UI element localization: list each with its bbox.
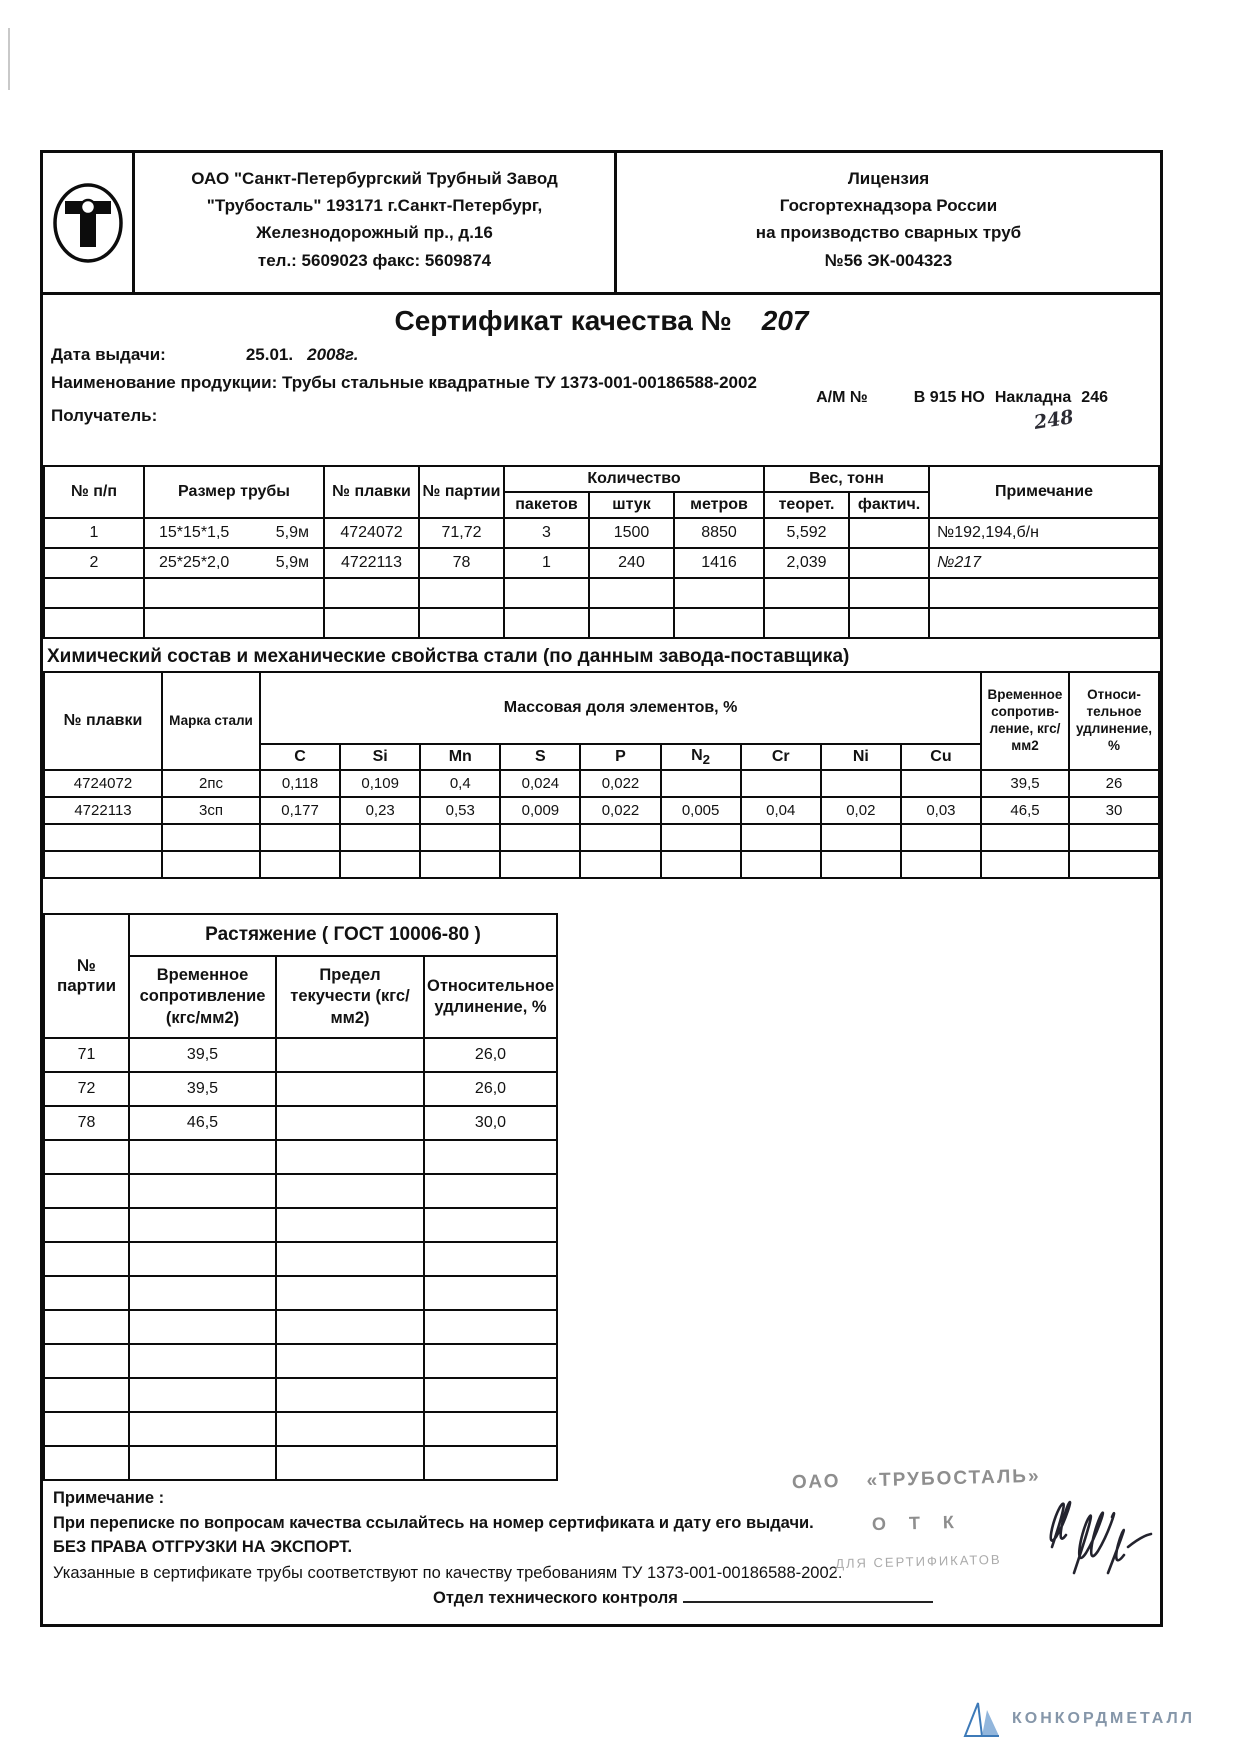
cell-batch-number: 78 bbox=[419, 548, 504, 578]
cell-yield bbox=[276, 1106, 424, 1140]
empty-cell bbox=[420, 851, 500, 878]
empty-cell bbox=[129, 1344, 276, 1378]
empty-cell bbox=[44, 1276, 129, 1310]
product-name-line: Наименование продукции: Трубы стальные квадратные ТУ 1373-001-00186588-2002 bbox=[51, 373, 757, 392]
empty-cell bbox=[129, 1174, 276, 1208]
note-compliance: Указанные в сертификате трубы соответствуют по качеству требованиям ТУ 1373-001-00186588-2002. bbox=[53, 1564, 843, 1582]
quality-dept-label: Отдел технического контроля bbox=[433, 1589, 678, 1607]
certificate-meta bbox=[43, 345, 1160, 465]
license-line-1: Лицензия bbox=[847, 169, 930, 188]
empty-row bbox=[44, 608, 1159, 638]
cell-cu bbox=[901, 770, 981, 797]
cell-n2 bbox=[661, 770, 741, 797]
empty-cell bbox=[44, 1378, 129, 1412]
empty-cell bbox=[424, 1140, 557, 1174]
cell-meters: 8850 bbox=[674, 518, 764, 548]
cell-batch-number: 71,72 bbox=[419, 518, 504, 548]
empty-cell bbox=[44, 1344, 129, 1378]
cell-ni: 0,02 bbox=[821, 797, 901, 824]
empty-cell bbox=[849, 608, 929, 638]
empty-cell bbox=[44, 1208, 129, 1242]
pipe-size-value: 15*15*1,5 bbox=[159, 524, 230, 541]
empty-cell bbox=[260, 851, 340, 878]
products-table bbox=[43, 465, 1160, 639]
issue-date-line bbox=[51, 345, 1152, 365]
handwritten-signature bbox=[1016, 1477, 1156, 1602]
empty-cell bbox=[324, 578, 419, 608]
certificate-footer bbox=[43, 1465, 1160, 1624]
empty-cell bbox=[44, 1310, 129, 1344]
stamp-otk: О Т К bbox=[872, 1511, 964, 1535]
cell-weight-theoretical: 2,039 bbox=[764, 548, 849, 578]
company-line-2: "Трубосталь" 193171 г.Санкт-Петербург, bbox=[206, 196, 543, 216]
empty-row bbox=[44, 1174, 557, 1208]
col-header-elongation: Относительное удлинение, % bbox=[1069, 672, 1159, 770]
stamp-for-certificates: ДЛЯ СЕРТИФИКАТОВ bbox=[835, 1551, 1003, 1572]
empty-cell bbox=[764, 578, 849, 608]
cell-heat-number: 4724072 bbox=[44, 770, 162, 797]
certificate-document bbox=[40, 150, 1163, 1627]
empty-cell bbox=[424, 1446, 557, 1480]
vehicle-invoice-block bbox=[816, 389, 1108, 434]
empty-cell bbox=[741, 851, 821, 878]
element-subscript: 2 bbox=[702, 752, 711, 768]
empty-cell bbox=[661, 824, 741, 851]
col-header-note: Примечание bbox=[929, 466, 1159, 518]
stamp-name: «ТРУБОСТАЛЬ» bbox=[866, 1465, 1042, 1492]
empty-cell bbox=[424, 1310, 557, 1344]
empty-cell bbox=[162, 824, 260, 851]
empty-cell bbox=[821, 824, 901, 851]
vehicle-invoice-line bbox=[816, 389, 1108, 407]
cell-batch: 78 bbox=[44, 1106, 129, 1140]
col-header-elongation: Относительное удлинение, % bbox=[424, 956, 557, 1038]
empty-cell bbox=[44, 1242, 129, 1276]
empty-cell bbox=[420, 824, 500, 851]
cell-p: 0,022 bbox=[580, 797, 660, 824]
col-header-mass-fraction: Массовая доля элементов, % bbox=[260, 672, 981, 744]
cell-note: №217 bbox=[929, 548, 1159, 578]
col-header-weight-group: Вес, тонн bbox=[764, 466, 929, 492]
empty-cell bbox=[340, 851, 420, 878]
empty-cell bbox=[424, 1208, 557, 1242]
cell-cr: 0,04 bbox=[741, 797, 821, 824]
cell-row-number: 2 bbox=[44, 548, 144, 578]
tension-table bbox=[43, 913, 558, 1481]
cell-pieces: 1500 bbox=[589, 518, 674, 548]
invoice-number: 246 bbox=[1081, 389, 1108, 406]
cell-mn: 0,53 bbox=[420, 797, 500, 824]
col-header-steel-grade: Марка стали bbox=[162, 672, 260, 770]
cell-elongation: 26 bbox=[1069, 770, 1159, 797]
empty-cell bbox=[276, 1446, 424, 1480]
cell-heat-number: 4722113 bbox=[44, 797, 162, 824]
empty-cell bbox=[589, 578, 674, 608]
cell-elongation: 30 bbox=[1069, 797, 1159, 824]
cell-strength: 39,5 bbox=[129, 1072, 276, 1106]
company-info bbox=[135, 153, 617, 292]
issue-date-label: Дата выдачи: bbox=[51, 345, 166, 364]
cell-tensile-strength: 39,5 bbox=[981, 770, 1069, 797]
col-header-packs: пакетов bbox=[504, 492, 589, 518]
empty-cell bbox=[1069, 851, 1159, 878]
cell-strength: 39,5 bbox=[129, 1038, 276, 1072]
cell-si: 0,109 bbox=[340, 770, 420, 797]
brand-watermark bbox=[962, 1700, 1195, 1738]
certificate-title bbox=[43, 295, 1160, 339]
empty-cell bbox=[144, 608, 324, 638]
cell-tensile-strength: 46,5 bbox=[981, 797, 1069, 824]
tension-row-3 bbox=[44, 1106, 557, 1140]
cell-pipe-size bbox=[144, 518, 324, 548]
cell-s: 0,009 bbox=[500, 797, 580, 824]
factory-logo bbox=[43, 153, 135, 292]
col-header-heat-number: № плавки bbox=[44, 672, 162, 770]
col-header-pipe-size: Размер трубы bbox=[144, 466, 324, 518]
scan-artifact-line bbox=[8, 28, 10, 90]
cell-weight-actual bbox=[849, 518, 929, 548]
cell-batch: 72 bbox=[44, 1072, 129, 1106]
empty-cell bbox=[1069, 824, 1159, 851]
empty-cell bbox=[929, 608, 1159, 638]
cell-mn: 0,4 bbox=[420, 770, 500, 797]
cell-packs: 3 bbox=[504, 518, 589, 548]
element-symbol: N bbox=[691, 746, 703, 764]
element-header-c: C bbox=[260, 744, 340, 770]
empty-cell bbox=[129, 1242, 276, 1276]
document-header bbox=[43, 153, 1160, 295]
empty-row bbox=[44, 851, 1159, 878]
empty-row bbox=[44, 824, 1159, 851]
license-line-4: №56 ЭК-004323 bbox=[824, 250, 953, 270]
empty-cell bbox=[981, 851, 1069, 878]
empty-cell bbox=[340, 824, 420, 851]
empty-cell bbox=[276, 1276, 424, 1310]
empty-cell bbox=[276, 1242, 424, 1276]
cell-weight-theoretical: 5,592 bbox=[764, 518, 849, 548]
col-header-quantity-group: Количество bbox=[504, 466, 764, 492]
chemistry-section-title: Химический состав и механические свойства стали (по данным завода-поставщика) bbox=[47, 646, 850, 667]
empty-cell bbox=[424, 1174, 557, 1208]
invoice-label: Накладна bbox=[994, 389, 1072, 406]
vehicle-number-value: В 915 НО bbox=[913, 389, 985, 406]
vehicle-number-label: А/М № bbox=[816, 389, 868, 406]
tension-row-1 bbox=[44, 1038, 557, 1072]
chemistry-row-1 bbox=[44, 770, 1159, 797]
tension-row-2 bbox=[44, 1072, 557, 1106]
cell-n2: 0,005 bbox=[661, 797, 741, 824]
cell-p: 0,022 bbox=[580, 770, 660, 797]
empty-cell bbox=[129, 1446, 276, 1480]
empty-cell bbox=[821, 851, 901, 878]
cell-heat-number: 4724072 bbox=[324, 518, 419, 548]
product-row-2 bbox=[44, 548, 1159, 578]
empty-row bbox=[44, 1310, 557, 1344]
cell-yield bbox=[276, 1038, 424, 1072]
empty-cell bbox=[44, 824, 162, 851]
col-header-pieces: штук bbox=[589, 492, 674, 518]
empty-cell bbox=[424, 1378, 557, 1412]
empty-cell bbox=[419, 578, 504, 608]
empty-cell bbox=[424, 1344, 557, 1378]
empty-cell bbox=[901, 851, 981, 878]
empty-cell bbox=[129, 1140, 276, 1174]
empty-row bbox=[44, 578, 1159, 608]
empty-row bbox=[44, 1412, 557, 1446]
empty-cell bbox=[500, 824, 580, 851]
empty-cell bbox=[764, 608, 849, 638]
empty-cell bbox=[500, 851, 580, 878]
empty-cell bbox=[129, 1276, 276, 1310]
empty-cell bbox=[276, 1310, 424, 1344]
cell-s: 0,024 bbox=[500, 770, 580, 797]
issue-date-value: 25.01. bbox=[245, 345, 294, 364]
cell-meters: 1416 bbox=[674, 548, 764, 578]
cell-pieces: 240 bbox=[589, 548, 674, 578]
element-header-n2 bbox=[661, 744, 741, 770]
stamp-org: ОАО bbox=[792, 1470, 842, 1494]
empty-cell bbox=[276, 1412, 424, 1446]
empty-cell bbox=[419, 608, 504, 638]
brand-name: КОНКОРДМЕТАЛЛ bbox=[1011, 1710, 1195, 1727]
col-header-actual: фактич. bbox=[849, 492, 929, 518]
element-header-si: Si bbox=[340, 744, 420, 770]
col-header-theoretical: теорет. bbox=[764, 492, 849, 518]
pipe-length-value: 5,9м bbox=[275, 524, 309, 541]
empty-cell bbox=[324, 608, 419, 638]
empty-row bbox=[44, 1446, 557, 1480]
empty-cell bbox=[260, 824, 340, 851]
product-row-1 bbox=[44, 518, 1159, 548]
quality-dept-line bbox=[53, 1589, 1150, 1608]
empty-cell bbox=[44, 1174, 129, 1208]
license-info bbox=[617, 153, 1160, 292]
empty-cell bbox=[424, 1412, 557, 1446]
empty-cell bbox=[589, 608, 674, 638]
empty-row bbox=[44, 1378, 557, 1412]
recipient-label: Получатель: bbox=[51, 406, 158, 425]
col-header-yield-strength: Предел текучести (кгс/мм2) bbox=[276, 956, 424, 1038]
issue-date-year: 2008г. bbox=[307, 345, 359, 364]
cell-si: 0,23 bbox=[340, 797, 420, 824]
pipe-length-value: 5,9м bbox=[275, 554, 309, 571]
cell-weight-actual bbox=[849, 548, 929, 578]
chemistry-row-2 bbox=[44, 797, 1159, 824]
col-header-heat-number: № плавки bbox=[324, 466, 419, 518]
invoice-number-handwritten: 248 bbox=[1032, 406, 1076, 434]
col-header-row-number: № п/п bbox=[44, 466, 144, 518]
note-correspondence: При переписке по вопросам качества ссылайтесь на номер сертификата и дату его выдачи. bbox=[53, 1514, 814, 1532]
cell-steel-grade: 3сп bbox=[162, 797, 260, 824]
element-header-cr: Cr bbox=[741, 744, 821, 770]
empty-cell bbox=[276, 1208, 424, 1242]
empty-cell bbox=[981, 824, 1069, 851]
element-header-mn: Mn bbox=[420, 744, 500, 770]
signature-line bbox=[683, 1589, 933, 1603]
element-header-cu: Cu bbox=[901, 744, 981, 770]
empty-cell bbox=[849, 578, 929, 608]
empty-cell bbox=[504, 608, 589, 638]
empty-cell bbox=[44, 1140, 129, 1174]
empty-cell bbox=[44, 1412, 129, 1446]
konkord-logo-icon bbox=[962, 1700, 1002, 1738]
license-line-2: Госгортехнадзора России bbox=[779, 196, 998, 216]
empty-cell bbox=[424, 1242, 557, 1276]
element-header-p: P bbox=[580, 744, 660, 770]
tension-table-wrap bbox=[43, 913, 558, 1481]
note-no-export: БЕЗ ПРАВА ОТГРУЗКИ НА ЭКСПОРТ. bbox=[53, 1538, 353, 1556]
certificate-number: 207 bbox=[761, 305, 809, 336]
empty-row bbox=[44, 1140, 557, 1174]
empty-cell bbox=[674, 608, 764, 638]
empty-cell bbox=[674, 578, 764, 608]
empty-cell bbox=[144, 578, 324, 608]
empty-cell bbox=[129, 1208, 276, 1242]
cell-elongation: 26,0 bbox=[424, 1072, 557, 1106]
element-header-s: S bbox=[500, 744, 580, 770]
empty-cell bbox=[580, 824, 660, 851]
empty-row bbox=[44, 1242, 557, 1276]
empty-cell bbox=[44, 578, 144, 608]
empty-cell bbox=[44, 851, 162, 878]
element-header-ni: Ni bbox=[821, 744, 901, 770]
cell-cu: 0,03 bbox=[901, 797, 981, 824]
note-label: Примечание : bbox=[53, 1489, 165, 1507]
cell-note: №192,194,б/н bbox=[929, 518, 1159, 548]
empty-cell bbox=[424, 1276, 557, 1310]
company-line-1: ОАО "Санкт-Петербургский Трубный Завод bbox=[191, 169, 558, 188]
cell-heat-number: 4722113 bbox=[324, 548, 419, 578]
cell-elongation: 30,0 bbox=[424, 1106, 557, 1140]
empty-cell bbox=[580, 851, 660, 878]
col-header-tensile-strength: Временное сопротивление, кгс/мм2 bbox=[981, 672, 1069, 770]
empty-cell bbox=[929, 578, 1159, 608]
cell-c: 0,177 bbox=[260, 797, 340, 824]
company-line-4: тел.: 5609023 факс: 5609874 bbox=[257, 250, 492, 270]
empty-cell bbox=[276, 1344, 424, 1378]
cell-cr bbox=[741, 770, 821, 797]
chemistry-table bbox=[43, 671, 1160, 879]
empty-cell bbox=[276, 1378, 424, 1412]
empty-cell bbox=[44, 1446, 129, 1480]
col-header-meters: метров bbox=[674, 492, 764, 518]
cell-yield bbox=[276, 1072, 424, 1106]
cell-steel-grade: 2пс bbox=[162, 770, 260, 797]
empty-cell bbox=[504, 578, 589, 608]
license-line-3: на производство сварных труб bbox=[755, 223, 1022, 243]
empty-row bbox=[44, 1276, 557, 1310]
empty-cell bbox=[44, 608, 144, 638]
cell-strength: 46,5 bbox=[129, 1106, 276, 1140]
col-header-tension-group: Растяжение ( ГОСТ 10006-80 ) bbox=[129, 914, 557, 956]
col-header-batch-number: № партии bbox=[419, 466, 504, 518]
empty-cell bbox=[901, 824, 981, 851]
empty-cell bbox=[129, 1310, 276, 1344]
empty-cell bbox=[162, 851, 260, 878]
col-header-batch-number: № партии bbox=[44, 914, 129, 1038]
cell-pipe-size bbox=[144, 548, 324, 578]
empty-cell bbox=[129, 1412, 276, 1446]
empty-cell bbox=[741, 824, 821, 851]
empty-cell bbox=[129, 1378, 276, 1412]
empty-cell bbox=[661, 851, 741, 878]
cell-packs: 1 bbox=[504, 548, 589, 578]
cell-ni bbox=[821, 770, 901, 797]
empty-row bbox=[44, 1344, 557, 1378]
cell-c: 0,118 bbox=[260, 770, 340, 797]
empty-cell bbox=[276, 1174, 424, 1208]
company-line-3: Железнодорожный пр., д.16 bbox=[256, 223, 493, 243]
trubostal-logo-icon bbox=[51, 181, 125, 265]
cell-elongation: 26,0 bbox=[424, 1038, 557, 1072]
cell-batch: 71 bbox=[44, 1038, 129, 1072]
col-header-tensile-strength: Временное сопротивление (кгс/мм2) bbox=[129, 956, 276, 1038]
empty-cell bbox=[276, 1140, 424, 1174]
pipe-size-value: 25*25*2,0 bbox=[159, 554, 230, 571]
certificate-title-label: Сертификат качества № bbox=[394, 305, 732, 336]
cell-row-number: 1 bbox=[44, 518, 144, 548]
empty-row bbox=[44, 1208, 557, 1242]
